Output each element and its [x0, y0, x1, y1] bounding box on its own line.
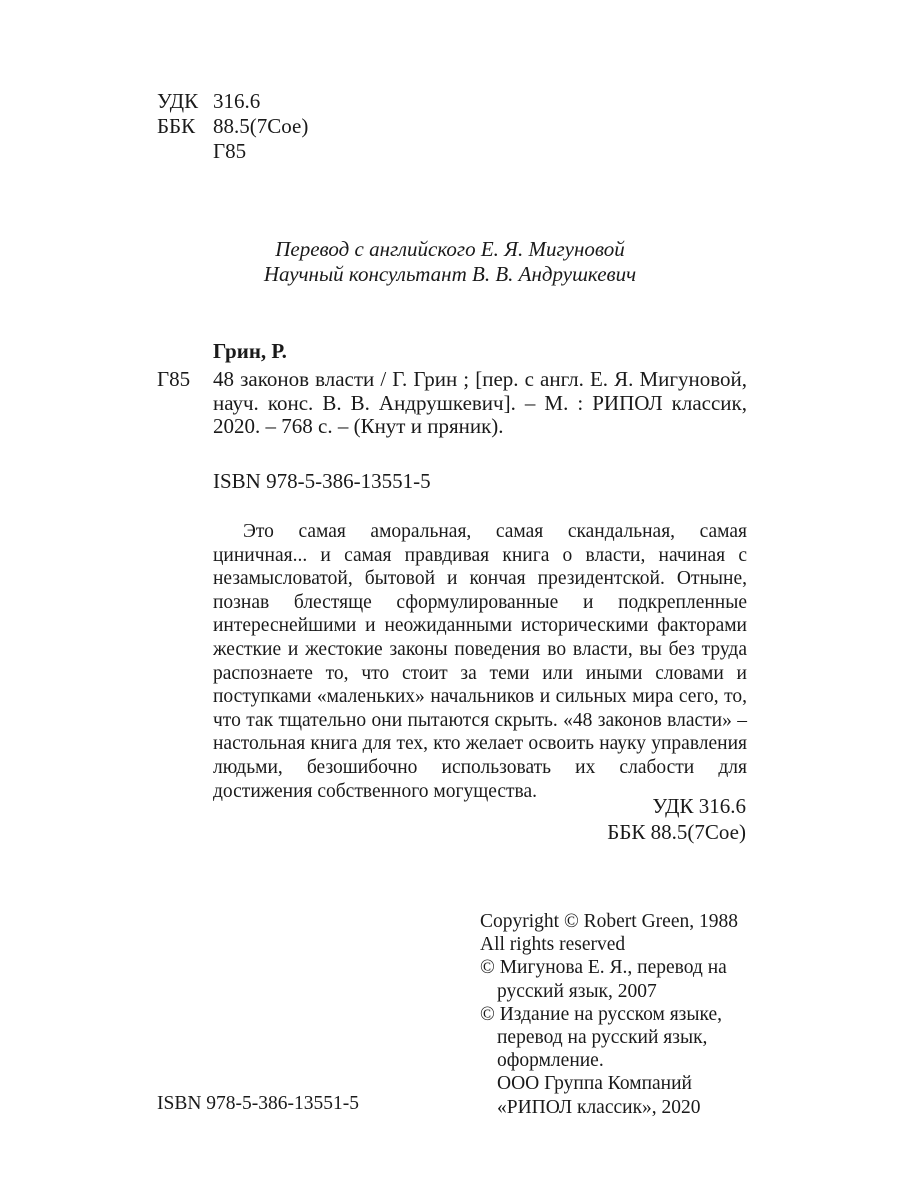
- annotation-text: Это самая аморальная, самая скандальная, самая циничная... и самая правдивая книга о власти, начиная с незамысловатой, бытовой и кончая президентской. Отныне, познав блестяще сформулированные и подкрепленные интереснейшими и неожиданными историческими факторами жесткие и жестокие законы поведения во власти, вы без труда распознаете то, что стоит за теми или иными словами и поступками «маленьких» начальников и сильных мира сего, то, что так тщательно они пытаются скрыть. «48 законов власти» – настольная книга для тех, кто желает освоить науку управления людьми, безошибочно использовать их слабости для достижения собственного могущества.: [213, 521, 747, 802]
- copyright-block: [480, 910, 760, 1119]
- publisher-name: ООО Группа Компаний: [497, 1073, 692, 1095]
- annotation-udk: УДК 316.6: [652, 794, 746, 818]
- annotation: [213, 520, 747, 803]
- consultant-credit: Научный консультант В. В. Андрушкевич: [263, 262, 637, 286]
- author-heading: Грин, Р.: [213, 339, 287, 363]
- bib-author-mark: Г85: [157, 367, 191, 391]
- copyright-translation-cont: русский язык, 2007: [497, 980, 657, 1002]
- bbk-label: ББК: [157, 114, 196, 138]
- bbk-value: 88.5(7Сое): [213, 114, 309, 138]
- copyright-original: Copyright © Robert Green, 1988: [480, 911, 738, 932]
- publisher-year: «РИПОЛ классик», 2020: [497, 1096, 701, 1118]
- translation-credit: Перевод с английского Е. Я. Мигуновой: [275, 237, 625, 261]
- annotation-bbk: ББК 88.5(7Сое): [607, 820, 746, 844]
- copyright-translation: © Мигунова Е. Я., перевод на: [480, 957, 727, 979]
- footer-isbn: ISBN 978-5-386-13551-5: [157, 1093, 360, 1114]
- copyright-edition-cont-1: перевод на русский язык,: [497, 1027, 708, 1049]
- udk-value: 316.6: [213, 89, 261, 113]
- bib-isbn: ISBN 978-5-386-13551-5: [213, 469, 431, 493]
- bibliographic-description: 48 законов власти / Г. Грин ; [пер. с англ. Е. Я. Мигуновой, науч. конс. В. В. Андрушкевич]. – М. : РИПОЛ классик, 2020. – 768 с. – (Кнут и пряник).: [213, 367, 747, 438]
- copyright-edition-cont-2: оформление.: [497, 1050, 604, 1072]
- rights-reserved: All rights reserved: [480, 934, 626, 956]
- copyright-edition: © Издание на русском языке,: [480, 1003, 722, 1025]
- udk-label: УДК: [157, 89, 199, 113]
- author-mark: Г85: [213, 139, 247, 163]
